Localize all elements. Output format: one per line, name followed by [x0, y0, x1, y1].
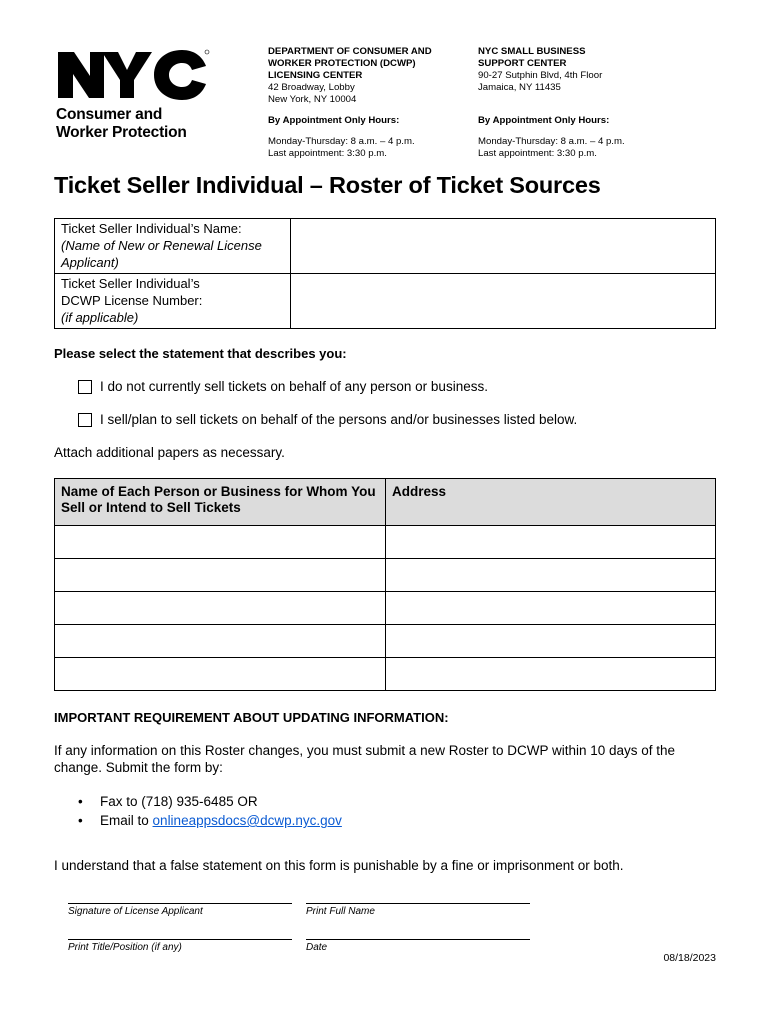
- roster-address-cell[interactable]: [386, 658, 716, 691]
- dcwp-licensing-center-info: [268, 46, 458, 160]
- table-row: [55, 559, 716, 592]
- office-address: 42 Broadway, Lobby: [268, 82, 355, 93]
- requirement-title: IMPORTANT REQUIREMENT ABOUT UPDATING INFORMATION:: [54, 710, 449, 725]
- office-name: SUPPORT CENTER: [478, 58, 567, 69]
- bullet-icon: •: [78, 813, 83, 828]
- option-sells-for-others: [78, 412, 577, 427]
- roster-address-cell[interactable]: [386, 526, 716, 559]
- logo-text: Consumer and Worker Protection: [56, 106, 187, 141]
- print-name-line[interactable]: Print Full Name: [306, 903, 530, 917]
- office-name: LICENSING CENTER: [268, 70, 363, 81]
- office-name: DEPARTMENT OF CONSUMER AND: [268, 46, 432, 57]
- attach-note: Attach additional papers as necessary.: [54, 445, 285, 460]
- roster-address-cell[interactable]: [386, 592, 716, 625]
- hours-text: Monday-Thursday: 8 a.m. – 4 p.m. Last appointment: 3:30 p.m.: [478, 136, 625, 159]
- option-label: I sell/plan to sell tickets on behalf of the persons and/or businesses listed below.: [100, 412, 578, 427]
- roster-name-cell[interactable]: [55, 559, 386, 592]
- bullet-icon: •: [78, 794, 83, 809]
- form-revision-date: 08/18/2023: [663, 952, 716, 964]
- hours-title: By Appointment Only Hours:: [268, 115, 400, 126]
- column-header-name: Name of Each Person or Business for Whom You Sell or Intend to Sell Tickets: [55, 479, 386, 526]
- requirement-text: If any information on this Roster changes, you must submit a new Roster to DCWP within 10 days of the change. Submit the form by:: [54, 743, 676, 775]
- signature-line[interactable]: Signature of License Applicant: [68, 903, 292, 917]
- column-header-address: Address: [386, 479, 716, 526]
- list-item: • Email to onlineappsdocs@dcwp.nyc.gov: [78, 813, 342, 828]
- roster-address-cell[interactable]: [386, 559, 716, 592]
- office-name: WORKER PROTECTION (DCWP): [268, 58, 416, 69]
- email-link[interactable]: onlineappsdocs@dcwp.nyc.gov: [152, 813, 342, 828]
- table-row: [55, 526, 716, 559]
- roster-table: [54, 478, 716, 691]
- submission-methods-list: [78, 792, 342, 830]
- nyc-logo: [56, 48, 216, 142]
- checkbox-no-sales[interactable]: [78, 380, 92, 394]
- name-input-field[interactable]: [291, 219, 716, 274]
- checkbox-sells-for-others[interactable]: [78, 413, 92, 427]
- option-label: I do not currently sell tickets on behalf of any person or business.: [100, 379, 488, 394]
- license-label-cell: Ticket Seller Individual’s DCWP License Number: (if applicable): [55, 274, 291, 329]
- applicant-info-table: [54, 218, 716, 329]
- name-label-cell: Ticket Seller Individual’s Name: (Name of New or Renewal License Applicant): [55, 219, 291, 274]
- roster-address-cell[interactable]: [386, 625, 716, 658]
- page-title: Ticket Seller Individual – Roster of Ticket Sources: [54, 172, 601, 198]
- office-name: NYC SMALL BUSINESS: [478, 46, 586, 57]
- office-address: 90-27 Sutphin Blvd, 4th Floor: [478, 70, 603, 81]
- roster-name-cell[interactable]: [55, 625, 386, 658]
- office-address: New York, NY 10004: [268, 94, 357, 105]
- option-no-sales: [78, 379, 488, 394]
- office-address: Jamaica, NY 11435: [478, 82, 561, 93]
- select-statement-title: Please select the statement that describes you:: [54, 346, 347, 361]
- hours-text: Monday-Thursday: 8 a.m. – 4 p.m. Last appointment: 3:30 p.m.: [268, 136, 415, 159]
- small-business-center-info: [478, 46, 668, 160]
- hours-title: By Appointment Only Hours:: [478, 115, 610, 126]
- nyc-wordmark-icon: [56, 48, 210, 102]
- title-position-line[interactable]: Print Title/Position (if any): [68, 939, 292, 953]
- table-row: [55, 625, 716, 658]
- date-line[interactable]: Date: [306, 939, 530, 953]
- table-row: [55, 592, 716, 625]
- license-number-input-field[interactable]: [291, 274, 716, 329]
- roster-name-cell[interactable]: [55, 526, 386, 559]
- table-row: [55, 658, 716, 691]
- roster-name-cell[interactable]: [55, 658, 386, 691]
- roster-name-cell[interactable]: [55, 592, 386, 625]
- false-statement-notice: I understand that a false statement on this form is punishable by a fine or imprisonment or both.: [54, 858, 624, 873]
- list-item: • Fax to (718) 935-6485 OR: [78, 794, 258, 809]
